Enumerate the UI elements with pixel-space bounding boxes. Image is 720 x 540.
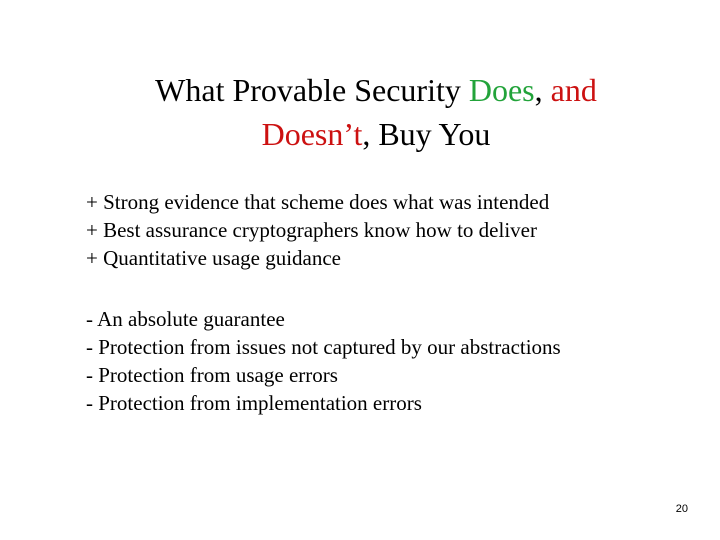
title-doesnt: Doesn’t [261,116,363,152]
cons-item: - Protection from issues not captured by our abstractions [86,335,561,359]
cons-item: - An absolute guarantee [86,307,285,331]
pros-item: + Best assurance cryptographers know how to deliver [86,218,537,242]
pros-item: + Quantitative usage guidance [86,246,342,270]
title-text-start: What Provable Security [155,72,469,108]
title-line-1 [0,68,720,112]
cons-item: - Protection from usage errors [86,363,338,387]
title-does: Does [468,72,535,108]
pros-list [86,188,549,272]
pros-item: + Strong evidence that scheme does what was intended [86,190,550,214]
cons-list [86,305,561,417]
page-number: 20 [675,503,688,515]
title-text-end: , Buy You [362,116,491,152]
title-comma: , [534,72,543,108]
cons-item: - Protection from implementation errors [86,391,422,415]
slide-title [0,68,720,156]
title-line-2 [0,112,720,156]
title-and: and [542,72,597,108]
